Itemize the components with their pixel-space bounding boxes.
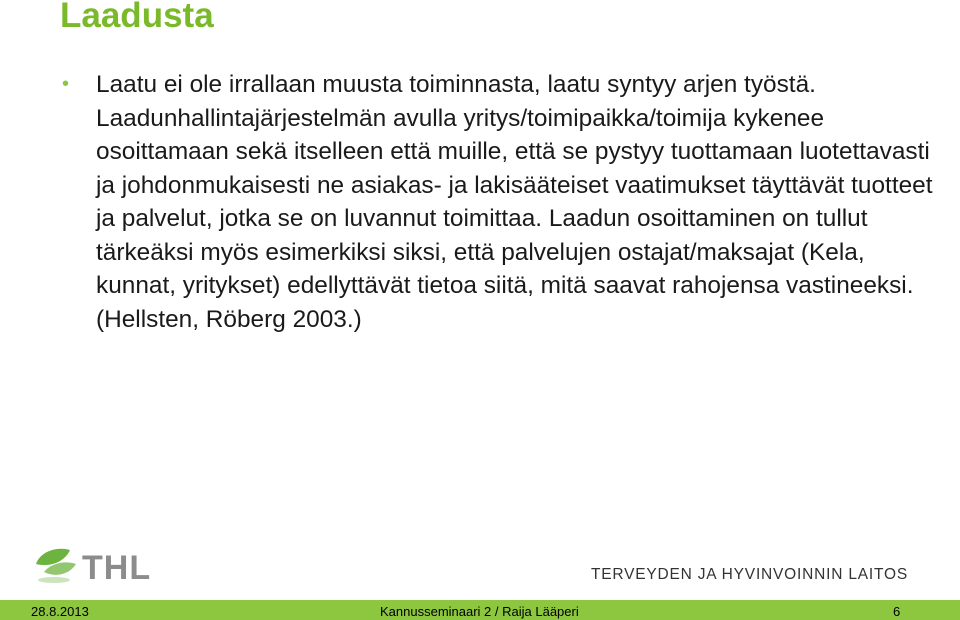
page-number: 6 bbox=[893, 604, 901, 619]
bullet-item bbox=[60, 68, 940, 336]
leaf-icon bbox=[36, 549, 76, 583]
footer-presentation-info: Kannusseminaari 2 / Raija Lääperi bbox=[380, 604, 579, 619]
bullet-list bbox=[60, 68, 940, 336]
logo-text: THL bbox=[82, 549, 152, 587]
organization-name: TERVEYDEN JA HYVINVOINNIN LAITOS bbox=[590, 566, 908, 583]
footer-date: 28.8.2013 bbox=[31, 604, 89, 619]
bullet-text: Laatu ei ole irrallaan muusta toiminnasta, laatu syntyy arjen työstä. Laadunhallintajärjestelmän avulla yritys/toimipaikka/toimija kykenee osoittamaan sekä itselleen että muille, että se pystyy tuottamaan luotettavasti ja johdonmukaisesti ne asiakas- ja lakisääteiset vaatimukset täyttävät tuotteet ja palvelut, jotka se on luvannut toimittaa. Laadun osoittaminen on tullut tärkeäksi myös esimerkiksi siksi, että palvelujen ostajat/maksajat (Kela, kunnat, yritykset) edellyttävät tietoa siitä, mitä saavat rahojensa vastineeksi.(Hellsten, Röberg 2003.) bbox=[96, 71, 933, 333]
slide-title: Laadusta bbox=[60, 0, 214, 35]
bullet-icon: • bbox=[62, 73, 70, 95]
thl-logo bbox=[32, 542, 164, 588]
